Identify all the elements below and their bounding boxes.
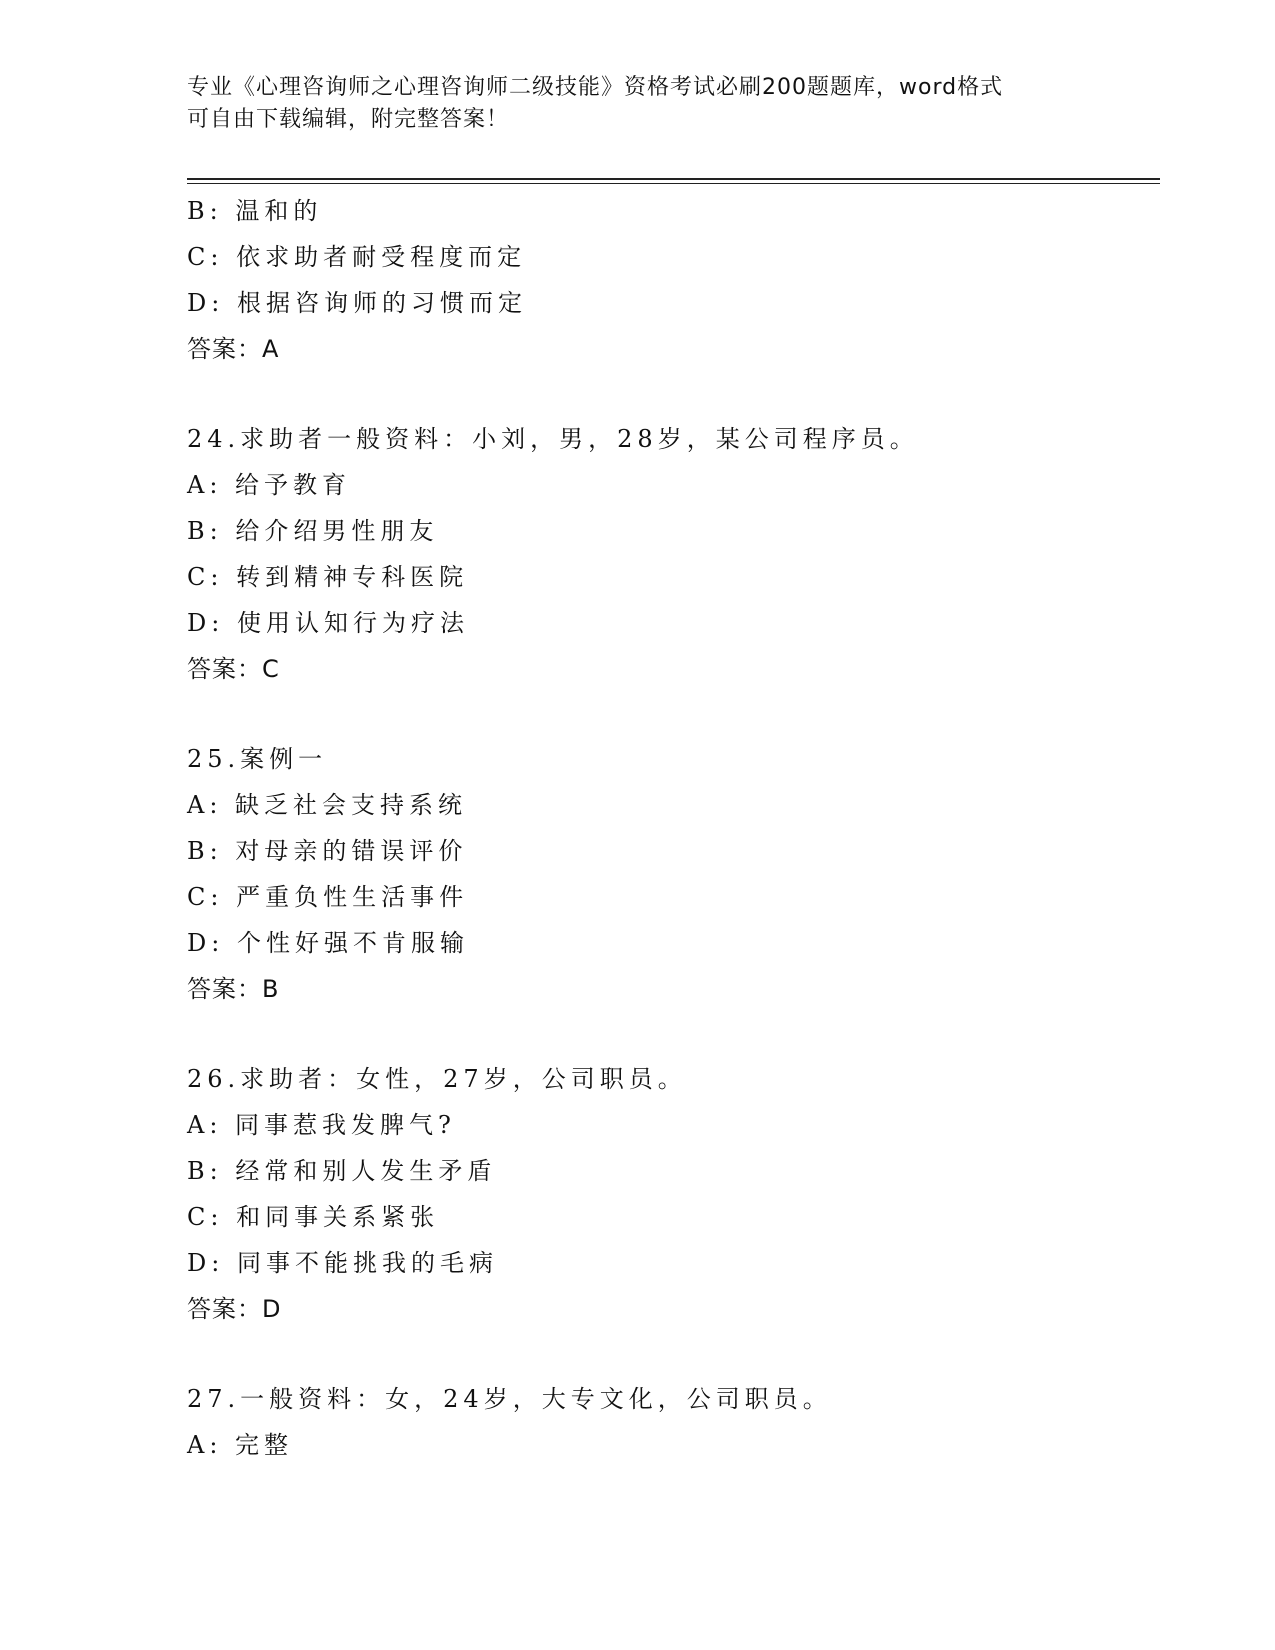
answer-line: 答案：A [187,335,280,363]
question-block-26 [187,1056,1167,1332]
option-d: D: 个性好强不肯服输 [187,929,469,957]
question-list [187,188,1167,1468]
option-a: A: 缺乏社会支持系统 [187,791,468,819]
answer-line: 答案：D [187,1295,282,1323]
header-divider-thick [187,178,1160,180]
question-block-27 [187,1376,1167,1468]
spacer [187,1012,1167,1056]
question-stem: 25.案例一 [187,745,328,773]
answer-line: 答案：C [187,655,280,683]
spacer [187,692,1167,736]
option-c: C: 严重负性生活事件 [187,883,469,911]
question-block-25 [187,736,1167,1012]
page-header [187,72,1087,136]
header-divider-thin [187,183,1160,184]
option-c: C: 依求助者耐受程度而定 [187,243,527,271]
option-b: B: 给介绍男性朋友 [187,517,439,545]
option-b: B: 温和的 [187,197,323,225]
answer-line: 答案：B [187,975,280,1003]
option-b: B: 经常和别人发生矛盾 [187,1157,497,1185]
option-d: D: 使用认知行为疗法 [187,609,469,637]
question-block-24 [187,416,1167,692]
option-d: D: 同事不能挑我的毛病 [187,1249,498,1277]
spacer [187,372,1167,416]
question-stem: 24.求助者一般资料：小刘，男，28岁，某公司程序员。 [187,425,919,453]
option-a: A: 完整 [187,1431,294,1459]
option-b: B: 对母亲的错误评价 [187,837,468,865]
option-a: A: 给予教育 [187,471,352,499]
question-stem: 26.求助者：女性，27岁，公司职员。 [187,1065,687,1093]
option-d: D: 根据咨询师的习惯而定 [187,289,527,317]
header-title-line-2: 可自由下载编辑，附完整答案！ [187,107,510,132]
option-a: A: 同事惹我发脾气? [187,1111,456,1139]
header-title-line-1: 专业《心理咨询师之心理咨询师二级技能》资格考试必刷200题题库，word格式 [187,75,1004,100]
question-stem: 27.一般资料：女，24岁，大专文化，公司职员。 [187,1385,832,1413]
spacer [187,1332,1167,1376]
option-c: C: 和同事关系紧张 [187,1203,440,1231]
option-c: C: 转到精神专科医院 [187,563,469,591]
question-block-continued [187,188,1167,372]
